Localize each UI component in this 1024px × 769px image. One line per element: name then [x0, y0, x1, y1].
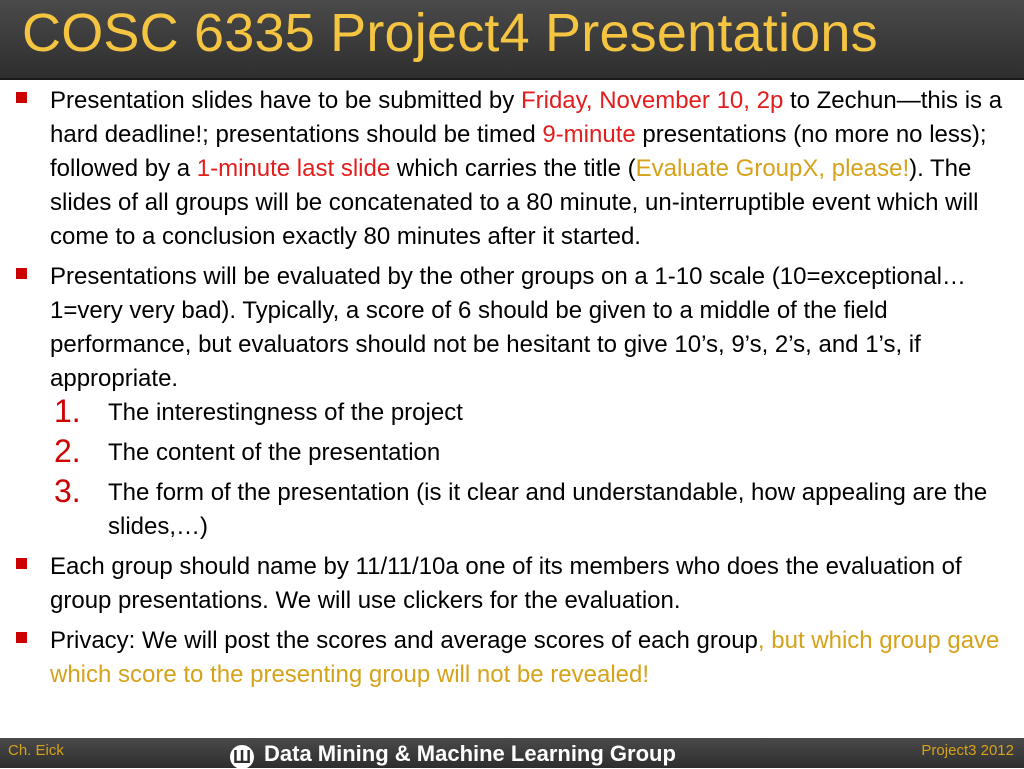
footer-author: Ch. Eick [8, 742, 64, 759]
group-logo-icon: Ш [230, 745, 254, 769]
footer-bar [0, 738, 1024, 768]
criteria-text: The interestingness of the project [108, 399, 463, 426]
footer-group-label: Data Mining & Machine Learning Group [264, 741, 676, 766]
criteria-list [12, 393, 1016, 544]
bullet-text: Presentation slides have to be submitted by [50, 87, 521, 114]
bullet-square-icon [16, 268, 27, 279]
privacy-highlight: , but which group gave which score to the presenting group will not be revealed! [50, 627, 1000, 688]
duration-highlight: 9-minute [542, 121, 636, 148]
slide-title-highlight: Evaluate GroupX, please! [635, 155, 910, 182]
slide-title: COSC 6335 Project4 Presentations [22, 3, 878, 63]
bullet-text: which carries the title ( [390, 155, 636, 182]
criteria-text: The content of the presentation [108, 439, 441, 466]
title-bar [0, 0, 1024, 80]
last-slide-highlight: 1-minute last slide [196, 155, 391, 182]
bullet-square-icon [16, 92, 27, 103]
criteria-number: 3. [54, 473, 81, 509]
footer-slide-info: Project3 2012 [921, 742, 1014, 759]
bullet-privacy [12, 624, 1016, 692]
criteria-number: 2. [54, 433, 81, 469]
bullet-square-icon [16, 632, 27, 643]
bullet-text: presentations (no more no less); followed by a [50, 121, 987, 182]
bullet-text: to Zechun—this is a hard deadline!; presentations should be timed [50, 87, 1003, 148]
criteria-text: The form of the presentation (is it clear and understandable, how appealing are the slides,…) [108, 479, 988, 540]
bullet-evaluation [12, 260, 1016, 396]
criteria-item [12, 473, 1016, 544]
criteria-item [12, 393, 1016, 430]
bullet-text: Privacy: We will post the scores and average scores of each group [50, 627, 758, 654]
bullet-text: ). The slides of all groups will be concatenated to a 80 minute, un-interruptible event which will come to a conclusion exactly 80 minutes after it started. [50, 155, 979, 250]
slide-content [12, 84, 1016, 698]
bullet-square-icon [16, 558, 27, 569]
criteria-number: 1. [54, 393, 81, 429]
deadline-highlight: Friday, November 10, 2p [520, 87, 784, 114]
bullet-submission [12, 84, 1016, 254]
bullet-text: Presentations will be evaluated by the other groups on a 1-10 scale (10=exceptional…1=very very bad). Typically, a score of 6 should be given to a middle of the field performance, but evaluators should not be hesitant to give 10’s, 9’s, 2’s, and 1’s, if appropriate. [50, 263, 966, 392]
footer-group-name [230, 741, 676, 769]
bullet-text: Each group should name by 11/11/10a one of its members who does the evaluation of group presentations. We will use clickers for the evaluation. [50, 553, 962, 614]
criteria-item [12, 433, 1016, 470]
bullet-evaluator [12, 550, 1016, 618]
